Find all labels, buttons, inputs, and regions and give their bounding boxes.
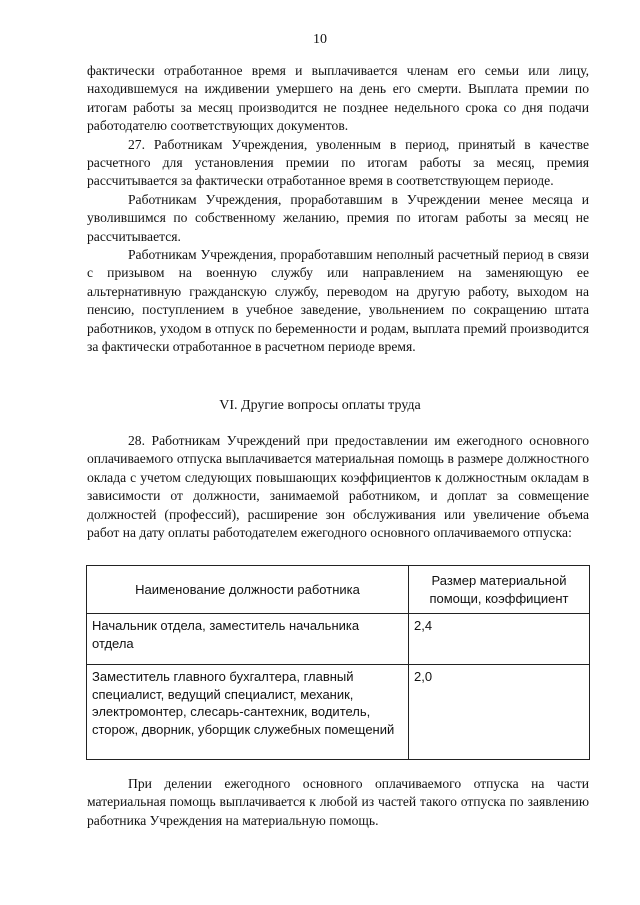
table-cell-coefficient: 2,4 (409, 614, 590, 665)
table-header-coefficient: Размер материальной помощи, коэффициент (409, 566, 590, 614)
paragraph-incomplete-period: Работникам Учреждения, проработавшим неполный расчетный период в связи с призывом на военную службу или направлением на заменяющую ее альтернативную гражданскую службу, переводом на другую работу, выходом на пенсию, поступлением в учебное заведение, увольнением по сокращению штата работников, уходом в отпуск по беременности и родам, выплата премий производится за фактически отработанное в расчетном периоде время. (87, 247, 589, 355)
paragraph-27: 27. Работникам Учреждения, уволенным в период, принятый в качестве расчетного для установления премии по итогам работы за месяц, премия рассчитывается за фактически отработанное время в соответствующем периоде. (87, 136, 589, 189)
table-cell-position: Заместитель главного бухгалтера, главный специалист, ведущий специалист, механик, электромонтер, слесарь-сантехник, водитель, сторож, дворник, уборщик служебных помещений (87, 665, 409, 760)
table-row (87, 665, 590, 760)
paragraph-split-vacation: При делении ежегодного основного оплачиваемого отпуска на части материальная помощь выплачивается к любой из частей такого отпуска по заявлению работника Учреждения на материальную помощь. (87, 776, 589, 828)
table-row (87, 614, 590, 665)
table-header-row (87, 566, 590, 614)
text-block-28 (87, 432, 589, 542)
text-block-top (87, 62, 589, 357)
table-header-position: Наименование должности работника (87, 566, 409, 614)
page-number: 10 (313, 32, 327, 47)
table-cell-coefficient: 2,0 (409, 665, 590, 760)
section-heading: VI. Другие вопросы оплаты труда (219, 398, 421, 413)
text-block-bottom (87, 775, 589, 830)
paragraph-continuation: фактически отработанное время и выплачивается членам его семьи или лицу, находившемуся на иждивении умершего на день его смерти. Выплата премии по итогам работы за месяц производится не позднее недельного срока со дня подачи работодателю соответствующих документов. (87, 63, 589, 134)
table-cell-position: Начальник отдела, заместитель начальника отдела (87, 614, 409, 665)
paragraph-28: 28. Работникам Учреждений при предоставлении им ежегодного основного оплачиваемого отпуска выплачивается материальная помощь в размере должностного оклада с учетом следующих повышающих коэффициентов к должностным окладам в зависимости от должности, занимаемой работником, и доплат за совмещение должностей (профессий), расширение зон обслуживания или увеличение объема работ на дату оплаты работодателем ежегодного основного оплачиваемого отпуска: (87, 433, 589, 541)
material-aid-table (86, 565, 590, 760)
paragraph-early-resignation: Работникам Учреждения, проработавшим в Учреждении менее месяца и уволившимся по собственному желанию, премия по итогам работы за месяц не рассчитывается. (87, 191, 589, 244)
